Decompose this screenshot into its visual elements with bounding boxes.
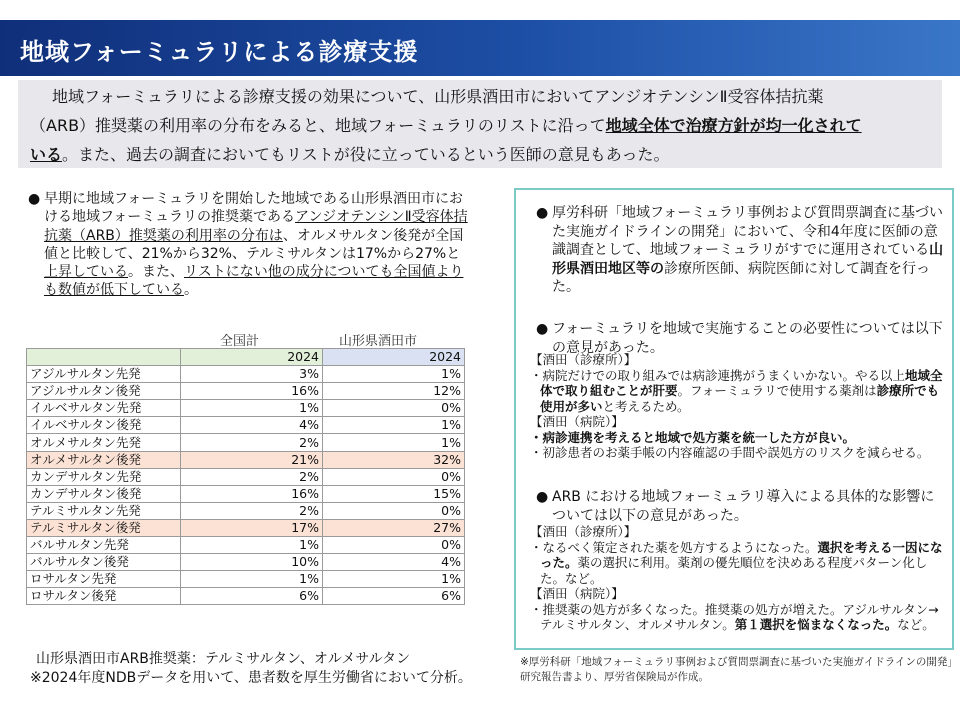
opinion-item: ・病診連携を考えると地域で処方薬を統一した方が良い。 xyxy=(530,429,856,445)
data-source-note: ※2024年度NDBデータを用いて、患者数を厚生労働省において分析。 xyxy=(30,670,472,686)
group-header: 【酒田（病院）】 xyxy=(530,586,624,601)
drug-name-cell: アジルサルタン後発 xyxy=(27,383,181,400)
drug-name-cell: イルベサルタン先発 xyxy=(27,400,181,417)
national-value-cell: 17% xyxy=(181,519,323,536)
sakata-value-cell: 1% xyxy=(323,417,465,434)
text-seg: 薬の選択に利用。薬剤の優先順位を決めある程度パターン化した。など。 xyxy=(540,555,928,586)
intro-line-1: 地域フォーミュラリによる診療支援の効果について、山形県酒田市においてアンジオテンシンⅡ受容体拮抗薬 xyxy=(52,87,824,106)
sakata-value-cell: 0% xyxy=(323,468,465,485)
intro-text-2: 。また、過去の調査においてもリストが役に立っているという医師の意見もあった。 xyxy=(62,145,670,164)
bullet-dot: ● xyxy=(536,489,549,505)
national-value-cell: 1% xyxy=(181,537,323,554)
survey-bullet-3-text: ARB における地域フォーミュラリ導入による具体的な影響については以下の意見があった。 xyxy=(552,489,935,524)
sakata-value-cell: 1% xyxy=(323,434,465,451)
text-seg: ・病院だけでの取り組みでは病診連携がうまくいかない。やる以上 xyxy=(530,367,906,383)
drug-name-cell: テルミサルタン後発 xyxy=(27,519,181,536)
national-value-cell: 2% xyxy=(181,468,323,485)
sakata-value-cell: 1% xyxy=(323,571,465,588)
sakata-value-cell: 0% xyxy=(323,400,465,417)
drug-name-cell: イルベサルタン後発 xyxy=(27,417,181,434)
national-value-cell: 1% xyxy=(181,571,323,588)
table-row xyxy=(27,537,465,554)
summary-underline: 上昇している xyxy=(44,264,128,281)
text-seg: 診療所医師、病院医師に対して調査を行った。 xyxy=(552,260,930,295)
opinion-item xyxy=(530,368,944,415)
table-row xyxy=(27,554,465,571)
sakata-value-cell: 32% xyxy=(323,451,465,468)
table-row xyxy=(27,571,465,588)
opinion-item: ・初診患者のお薬手帳の内容確認の手間や誤処方のリスクを減らせる。 xyxy=(530,445,930,460)
sakata-value-cell: 12% xyxy=(323,383,465,400)
arb-usage-table xyxy=(26,328,464,605)
text-bold: 地域全体で取り組むことが肝要 xyxy=(540,367,943,398)
intro-line-2 xyxy=(30,111,930,140)
text-seg: と考えるため。 xyxy=(602,398,690,414)
text-seg: など。 xyxy=(897,617,935,632)
national-value-cell: 16% xyxy=(181,383,323,400)
drug-name-cell: ロサルタン後発 xyxy=(27,588,181,605)
sakata-value-cell: 1% xyxy=(323,366,465,383)
table-row xyxy=(27,400,465,417)
table-cell-empty xyxy=(27,349,181,366)
opinion-item xyxy=(530,602,944,633)
table-row xyxy=(27,417,465,434)
text-seg: ・推奨薬の処方が多くなった。推奨薬の処方が増えた。アジルサルタン→テルミサルタン、オルメサルタン。 xyxy=(530,601,939,632)
table-row xyxy=(27,383,465,400)
summary-seg: 早期に地域フォーミュラリを開始した地域である山形県酒田市における地域フォーミュラリの推奨薬である xyxy=(44,191,464,226)
drug-name-cell: バルサルタン後発 xyxy=(27,554,181,571)
text-bold: 選択を考える一因になった。 xyxy=(540,539,943,570)
drug-name-cell: カンデサルタン先発 xyxy=(27,468,181,485)
sakata-value-cell: 0% xyxy=(323,502,465,519)
sakata-value-cell: 0% xyxy=(323,537,465,554)
source-footnote: ※厚労科研「地域フォーミュラリ事例および質問票調査に基づいた実施ガイドラインの開発」研究報告書より、厚労省保険局が作成。 xyxy=(520,656,953,683)
drug-name-cell: オルメサルタン先発 xyxy=(27,434,181,451)
intro-line-3 xyxy=(30,140,930,169)
table-row xyxy=(27,366,465,383)
survey-bullet-2-details xyxy=(530,352,944,461)
page-title: 地域フォーミュラリによる診療支援 xyxy=(20,38,419,66)
table-row xyxy=(27,485,465,502)
opinion-item xyxy=(530,540,944,587)
national-value-cell: 4% xyxy=(181,417,323,434)
left-summary xyxy=(28,190,468,300)
national-value-cell: 2% xyxy=(181,502,323,519)
summary-seg: 、オルメサルタン後発が全国値と比較して、21%から32%、テルミサルタンは17%から27%と xyxy=(44,227,464,262)
summary-underline: リストにない他の成分についても全国値よりも数値が低下している xyxy=(44,264,464,299)
group-header: 【酒田（診療所）】 xyxy=(530,352,637,367)
summary-seg: 。 xyxy=(184,282,198,299)
left-footer xyxy=(30,650,472,688)
table-row xyxy=(27,451,465,468)
text-bold: 診療所でも使用が多い xyxy=(540,383,940,414)
survey-bullet-2-text: フォーミュラリを地域で実施することの必要性については以下の意見があった。 xyxy=(552,321,943,356)
table-column-heads xyxy=(26,328,464,348)
drug-name-cell: バルサルタン先発 xyxy=(27,537,181,554)
recommended-drugs-note: 山形県酒田市ARB推奨薬：テルミサルタン、オルメサルタン xyxy=(36,651,411,667)
national-value-cell: 10% xyxy=(181,554,323,571)
left-summary-text xyxy=(44,190,468,300)
table-row xyxy=(27,434,465,451)
text-bold: 第１選択を悩まなくなった。 xyxy=(734,617,898,632)
sakata-value-cell: 6% xyxy=(323,588,465,605)
year-sakata: 2024 xyxy=(323,349,465,366)
col-head-national: 全国計 xyxy=(220,334,260,349)
text-seg: 厚労科研「地域フォーミュラリ事例および質問票調査に基づいた実施ガイドラインの開発」において、令和4年度に医師の意識調査として、地域フォーミュラリがすでに運用されている xyxy=(552,205,944,258)
national-value-cell: 1% xyxy=(181,400,323,417)
national-value-cell: 16% xyxy=(181,485,323,502)
national-value-cell: 3% xyxy=(181,366,323,383)
survey-bullet-1-text xyxy=(552,204,944,297)
bullet-dot: ● xyxy=(536,321,549,337)
drug-name-cell: カンデサルタン後発 xyxy=(27,485,181,502)
sakata-value-cell: 15% xyxy=(323,485,465,502)
text-seg: ・なるべく策定された薬を処方するようになった。 xyxy=(530,539,818,555)
drug-name-cell: オルメサルタン後発 xyxy=(27,451,181,468)
text-seg: 。フォーミュラリで使用する薬剤は xyxy=(677,383,877,398)
survey-box xyxy=(514,188,954,650)
summary-seg: 。また、 xyxy=(128,264,184,281)
table-row xyxy=(27,519,465,536)
bullet-dot: ● xyxy=(536,205,549,221)
usage-table xyxy=(26,348,465,605)
sakata-value-cell: 4% xyxy=(323,554,465,571)
intro-highlight: 地域全体で治療方針が均一化されて xyxy=(605,116,862,135)
survey-bullet-3-details xyxy=(530,524,944,633)
table-year-row xyxy=(27,349,465,366)
national-value-cell: 2% xyxy=(181,434,323,451)
group-header: 【酒田（診療所）】 xyxy=(530,524,637,539)
col-head-sakata: 山形県酒田市 xyxy=(339,334,418,349)
intro-highlight-2: いる xyxy=(30,145,63,164)
summary-underline: アンジオテンシンⅡ受容体拮抗薬（ARB）推奨薬の利用率の分布は xyxy=(44,209,468,244)
drug-name-cell: テルミサルタン先発 xyxy=(27,502,181,519)
national-value-cell: 6% xyxy=(181,588,323,605)
title-bar xyxy=(0,20,960,76)
bullet-dot: ● xyxy=(28,191,41,207)
table-row xyxy=(27,588,465,605)
table-row xyxy=(27,468,465,485)
year-national: 2024 xyxy=(181,349,323,366)
survey-bullet-3 xyxy=(536,488,944,525)
sakata-value-cell: 27% xyxy=(323,519,465,536)
drug-name-cell: ロサルタン先発 xyxy=(27,571,181,588)
table-row xyxy=(27,502,465,519)
text-bold: 山形県酒田地区等の xyxy=(552,242,944,277)
drug-name-cell: アジルサルタン先発 xyxy=(27,366,181,383)
group-header: 【酒田（病院）】 xyxy=(530,414,624,429)
survey-bullet-1 xyxy=(536,204,944,297)
national-value-cell: 21% xyxy=(181,451,323,468)
intro-text: （ARB）推奨薬の利用率の分布をみると、地域フォーミュラリのリストに沿って xyxy=(30,116,606,135)
intro-panel xyxy=(18,80,942,168)
